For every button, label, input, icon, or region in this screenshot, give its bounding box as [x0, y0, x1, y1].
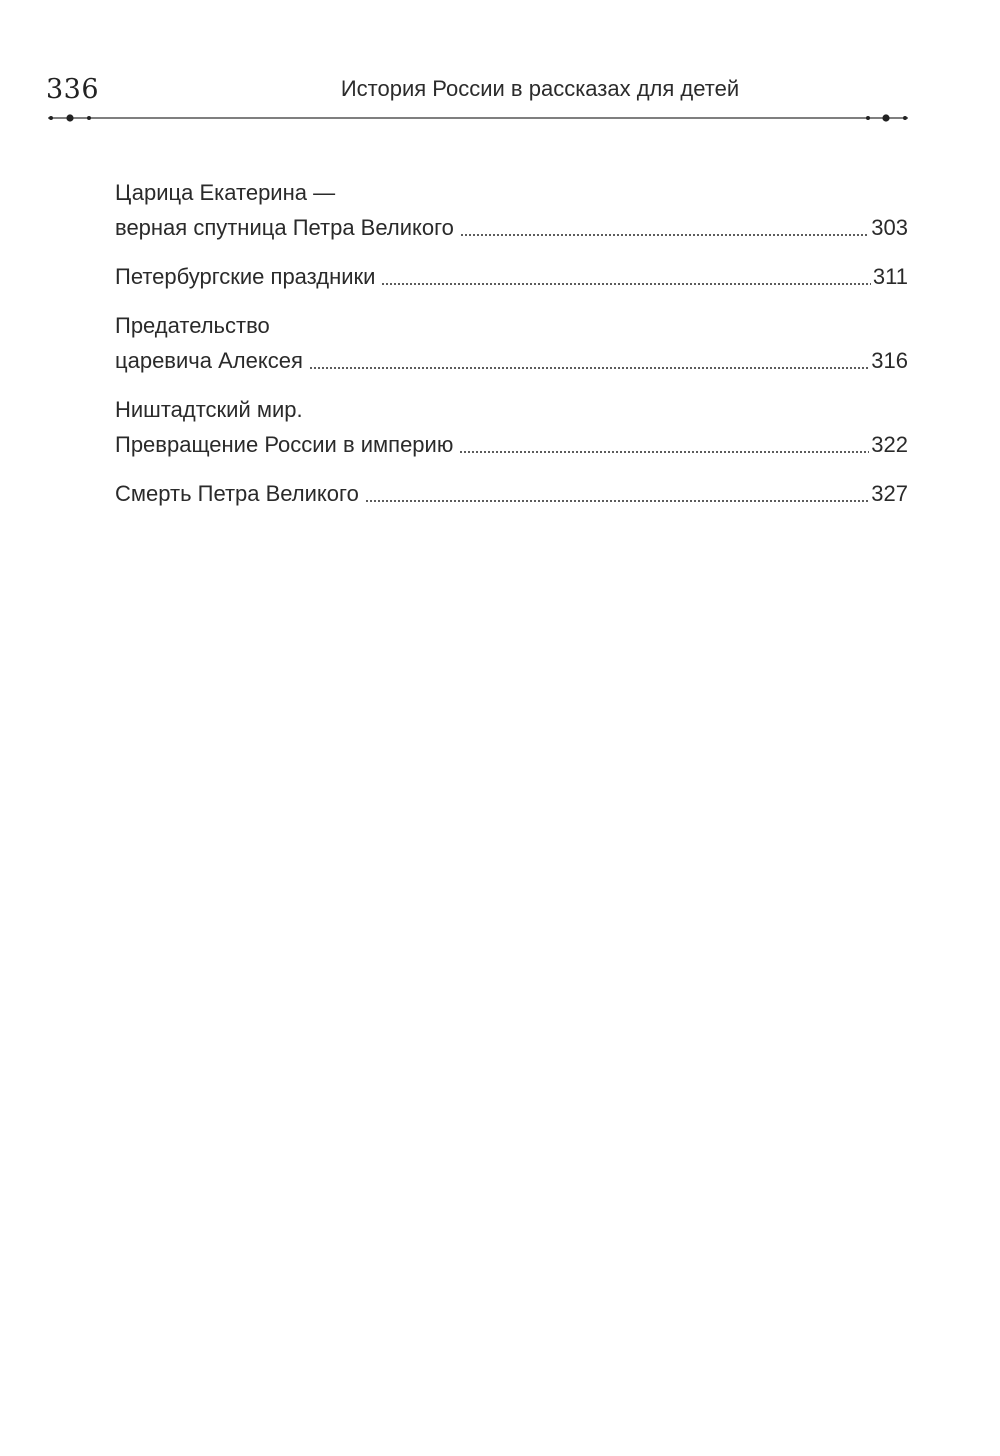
page-number: 336 — [46, 74, 100, 105]
toc-entry-title: Царица Екатерина — — [115, 180, 336, 205]
header-rule — [48, 111, 908, 125]
toc-line — [115, 476, 908, 511]
toc-entry-title: Смерть Петра Великого — [115, 481, 359, 506]
toc-line — [115, 210, 908, 245]
toc-entry-title: Предательство — [115, 313, 270, 338]
dot-leader — [309, 367, 869, 369]
dot-leader — [459, 451, 869, 453]
toc-line — [115, 175, 908, 210]
dot-leader — [460, 234, 869, 236]
dot-leader — [365, 500, 869, 502]
toc-entry-title: Петербургские праздники — [115, 264, 376, 289]
table-of-contents — [115, 175, 908, 525]
toc-entry-title: царевича Алексея — [115, 348, 303, 373]
toc-entry-title: Превращение России в империю — [115, 432, 454, 457]
toc-page-number: 316 — [871, 348, 908, 373]
toc-entry[interactable] — [115, 259, 908, 294]
toc-entry-title: верная спутница Петра Великого — [115, 215, 454, 240]
toc-entry-title: Ништадтский мир. — [115, 397, 303, 422]
toc-line — [115, 259, 908, 294]
toc-entry[interactable] — [115, 476, 908, 511]
toc-line — [115, 427, 908, 462]
toc-entry[interactable] — [115, 308, 908, 378]
toc-page-number: 311 — [872, 264, 908, 289]
dot-leader — [381, 283, 870, 285]
toc-entry[interactable] — [115, 175, 908, 245]
toc-entry[interactable] — [115, 392, 908, 462]
running-title: История России в рассказах для детей — [340, 76, 740, 101]
toc-page-number: 322 — [871, 432, 908, 457]
toc-line — [115, 392, 908, 427]
toc-page-number: 303 — [871, 215, 908, 240]
toc-page-number: 327 — [871, 481, 908, 506]
toc-line — [115, 308, 908, 343]
toc-line — [115, 343, 908, 378]
